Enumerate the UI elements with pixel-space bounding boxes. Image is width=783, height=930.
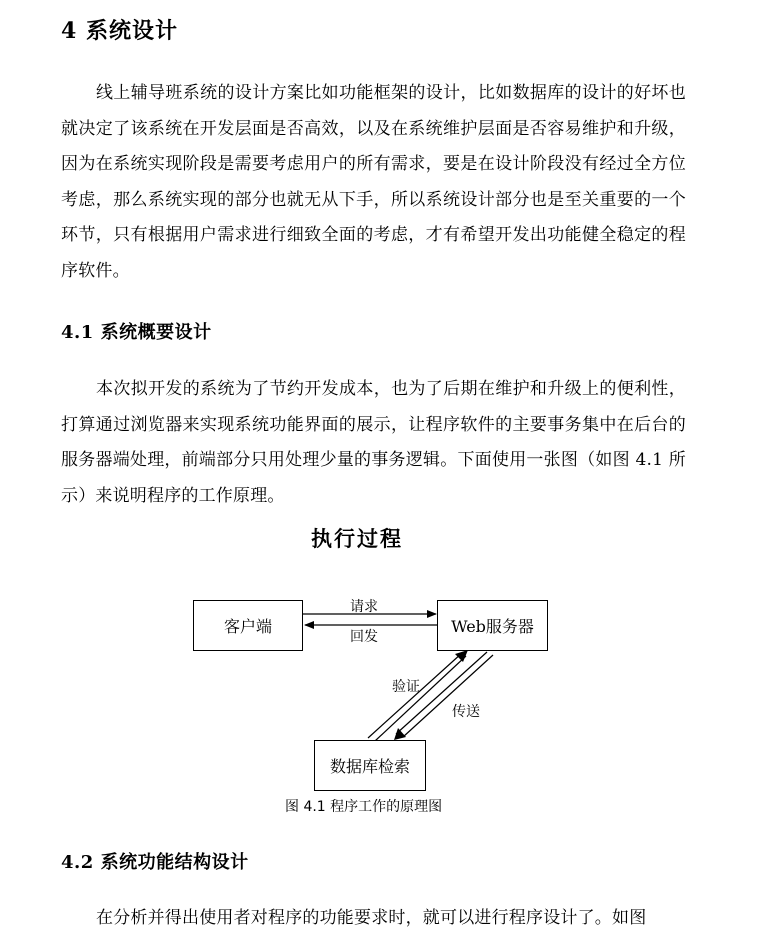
reply-label: 回发 xyxy=(350,629,378,645)
web-server-box: Web服务器 xyxy=(437,600,548,651)
client-box: 客户端 xyxy=(193,600,303,651)
transfer-label: 传送 xyxy=(452,704,480,720)
section-4-heading: 4 系统设计 xyxy=(61,18,178,44)
section-4-2-paragraph: 在分析并得出使用者对程序的功能要求时，就可以进行程序设计了。如图 xyxy=(96,908,647,928)
transfer-arrow-line-b xyxy=(403,655,493,737)
verify-arrow-head xyxy=(455,650,468,662)
verify-label: 验证 xyxy=(392,679,420,695)
figure-title: 执行过程 xyxy=(311,526,403,551)
section-4-2-heading: 4.2 系统功能结构设计 xyxy=(61,852,249,873)
section-4-1-paragraph: 本次拟开发的系统为了节约开发成本，也为了后期在维护和升级上的便利性，打算通过浏览器来实现系统功能界面的展示，让程序软件的主要事务集中在后台的服务器端处理，前端部分只用处理少量的事务逻辑。下面使用一张图（如图 4.1 所示）来说明程序的工作原理。 xyxy=(61,379,686,506)
section-4-paragraph: 线上辅导班系统的设计方案比如功能框架的设计，比如数据库的设计的好坏也就决定了该系统在开发层面是否高效，以及在系统维护层面是否容易维护和升级，因为在系统实现阶段是需要考虑用户的所有需求，要是在设计阶段没有经过全方位考虑，那么系统实现的部分也就无从下手，所以系统设计部分也是至关重要的一个环节，只有根据用户需求进行细致全面的考虑，才有希望开发出功能健全稳定的程序软件。 xyxy=(61,83,686,281)
request-label: 请求 xyxy=(350,599,378,615)
figure-caption: 图 4.1 程序工作的原理图 xyxy=(285,799,443,815)
database-box: 数据库检索 xyxy=(314,740,426,791)
verify-arrow-line-b xyxy=(375,656,466,741)
section-4-1-heading: 4.1 系统概要设计 xyxy=(61,322,212,343)
